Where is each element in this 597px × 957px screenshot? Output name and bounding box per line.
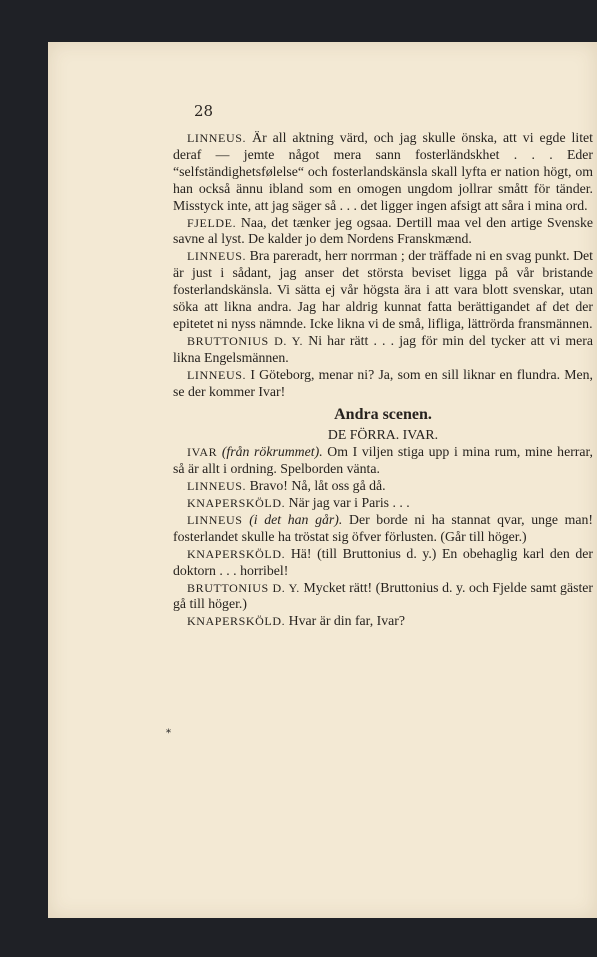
book-page [48,42,597,918]
speaker: IVAR [187,445,218,460]
line-text: Om I viljen stiga upp i mina rum, mine herrar, så är allt i ordning. Spelborden vänta. [173,444,593,477]
stage-direction: (från rökrummet). [221,444,323,460]
speaker: LINNEUS. [187,249,247,264]
line-text: Bravo! Nå, låt oss gå då. [249,478,386,494]
speaker: LINNEUS [187,512,243,527]
page-text [173,130,593,630]
dialogue-line [173,512,593,546]
scene-persons: DE FÖRRA. IVAR. [327,427,439,443]
speaker: KNAPERSKÖLD. [187,614,286,629]
dialogue-line [173,478,593,495]
dialogue-line [173,130,593,215]
speaker: FJELDE. [187,215,237,230]
stage-direction: (i det han går). [249,511,343,527]
dialogue-line [173,444,593,478]
line-text: När jag var i Paris . . . [288,495,410,511]
speaker: LINNEUS. [187,367,247,382]
line-text: Hä! (till Bruttonius d. y.) En obehaglig karl den der doktorn . . . horribel! [173,545,594,578]
speaker: LINNEUS. [187,131,247,145]
line-text: Hvar är din far, Ivar? [288,613,405,629]
line-text: Bra pareradt, herr norrman ; der träffade ni en svag punkt. Det är just i sådant, jag anser det största beviset ligga på vår bristande fosterlandskänsla. Vi sätta ej vår högsta ära i att vara blott svenskar, utan söka att likna andra. Jag har aldrig kunnat fatta berättigandet af det der epitetet ni nyss nämnde. Icke likna vi de små, lifliga, lättrörda fransmännen. [173,248,593,331]
dialogue-line [173,613,593,630]
dialogue-line [173,495,593,512]
line-text: I Göteborg, menar ni? Ja, som en sill liknar en flundra. Men, se der kommer Ivar! [173,366,593,399]
dialogue-line [173,333,593,367]
speaker: LINNEUS. [187,479,247,494]
dialogue-line [173,215,593,249]
margin-mark: * [166,728,171,739]
dialogue-line [173,248,593,333]
line-text: Ni har rätt . . . jag för min del tycker att vi mera likna Engelsmännen. [173,332,593,365]
scene-heading: Andra scenen. [334,405,432,423]
line-text: Der borde ni ha stannat qvar, unge man! fosterlandet skulle ha tröstat sig öfver förlusten. (Går till höger.) [173,511,594,544]
line-text: Är all aktning värd, och jag skulle önska, att vi egde litet deraf — jemte något mera sann fosterländskhet . . . Eder “selfständighetsfølelse“ och fosterlandskänsla skall lyfta er nation högt, om han också ännu ibland som en omogen ungdom jollrar smått för tänder. Misstyck inte, att jag säger så . . . det ligger ingen afsigt att såra i mina ord. [173,130,593,213]
speaker: KNAPERSKÖLD. [187,546,286,561]
dialogue-line [173,546,593,580]
dialogue-line [173,580,593,614]
page-number: 28 [194,102,214,120]
line-text: Mycket rätt! (Bruttonius d. y. och Fjelde samt gäster gå till höger.) [173,579,593,612]
dialogue-line [173,367,593,401]
speaker: BRUTTONIUS D. Y. [187,580,300,595]
speaker: BRUTTONIUS D. Y. [187,333,304,348]
speaker: KNAPERSKÖLD. [187,496,286,511]
line-text: Naa, det tænker jeg ogsaa. Dertill maa vel den artige Svenske savne al lyst. De kalder jo dem Nordens Franskmænd. [173,214,593,247]
